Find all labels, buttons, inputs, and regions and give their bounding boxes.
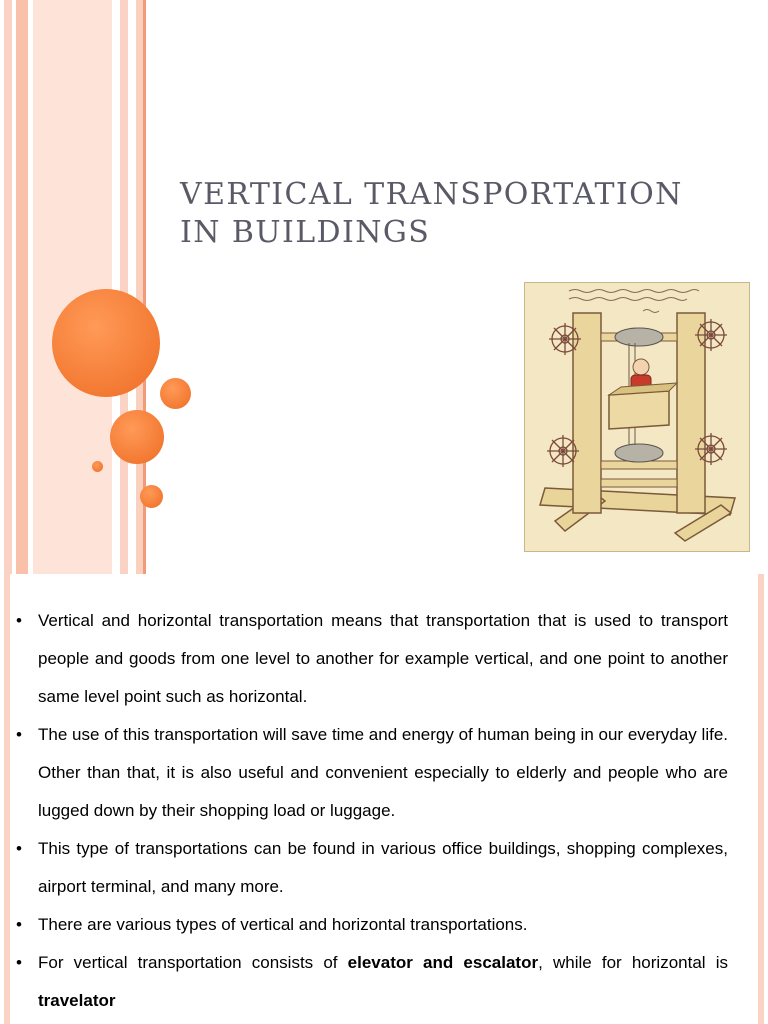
- bullet-text: Vertical and horizontal transportation means that transportation that is used to transport people and goods from one level to another for example vertical, and one point to another same level point such as horizontal.: [38, 611, 728, 706]
- bullet-list: [14, 602, 728, 1020]
- bullet-text: This type of transportations can be found in various office buildings, shopping complexes, airport terminal, and many more.: [38, 839, 728, 896]
- hoist-drawing: [525, 283, 749, 551]
- slide-title: [180, 176, 750, 252]
- slide-title-line: IN BUILDINGS: [180, 215, 431, 250]
- bullet-item: [14, 830, 728, 906]
- decorative-circle: [110, 410, 164, 464]
- bullet-text: , while for horizontal is: [538, 953, 728, 972]
- decorative-circle: [160, 378, 191, 409]
- decorative-stripes: [0, 0, 150, 574]
- content-slide: [0, 574, 768, 1024]
- bullet-item: [14, 602, 728, 716]
- decorative-circle: [140, 485, 163, 508]
- bullet-bold-term: travelator: [38, 991, 116, 1010]
- bullet-item: [14, 944, 728, 1020]
- medieval-hoist-illustration: [524, 282, 750, 552]
- decorative-circle: [52, 289, 160, 397]
- bullet-item: [14, 906, 728, 944]
- bullet-text: The use of this transportation will save time and energy of human being in our everyday life. Other than that, it is also useful and convenient especially to elderly and people who are lugged down by their shopping load or luggage.: [38, 725, 728, 820]
- decorative-circle: [92, 461, 103, 472]
- bullet-text: For vertical transportation consists of: [38, 953, 348, 972]
- slide-title-line: VERTICAL TRANSPORTATION: [180, 177, 683, 212]
- bullet-bold-term: elevator and escalator: [347, 953, 539, 972]
- bullet-item: [14, 716, 728, 830]
- bullet-text: There are various types of vertical and horizontal transportations.: [38, 915, 528, 934]
